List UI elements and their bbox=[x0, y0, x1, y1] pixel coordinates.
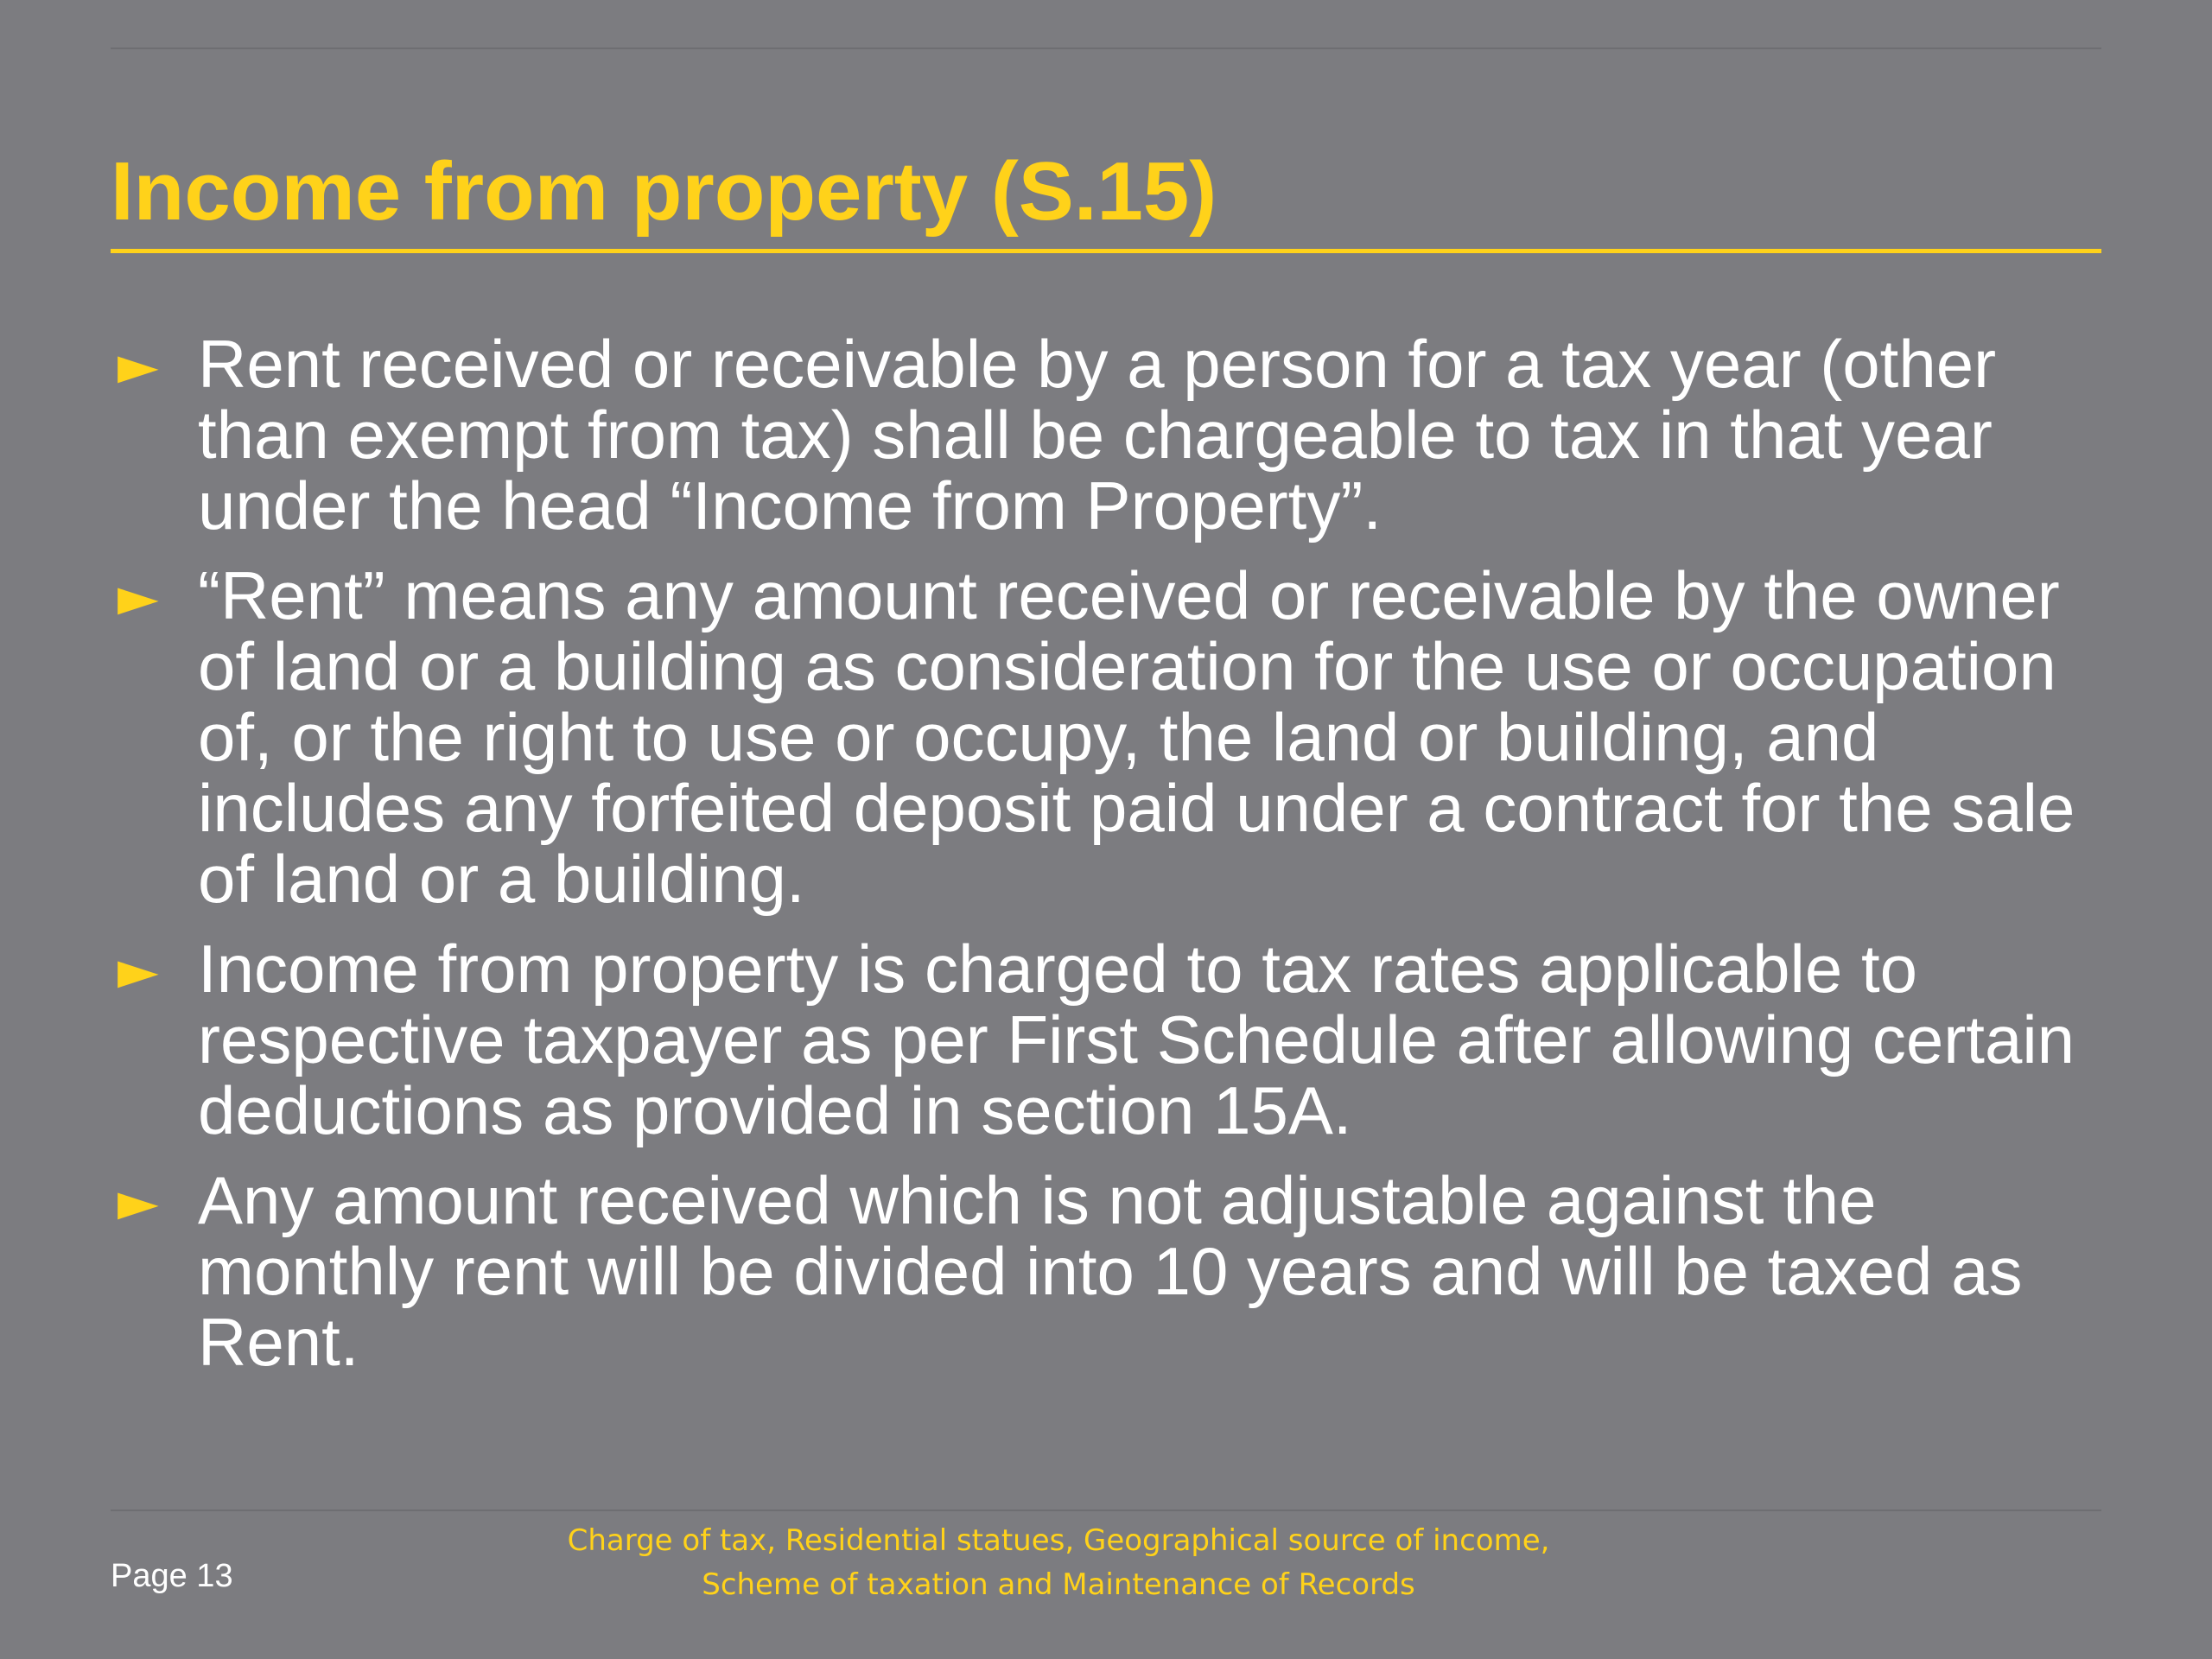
footer-divider bbox=[111, 1510, 2101, 1511]
slide-title: Income from property (S.15) bbox=[111, 145, 1217, 238]
triangle-right-icon: ► bbox=[118, 565, 159, 628]
triangle-right-icon: ► bbox=[118, 334, 159, 397]
bullet-item bbox=[111, 1162, 2124, 1380]
bullet-item bbox=[111, 557, 2124, 917]
top-divider bbox=[111, 48, 2101, 49]
footer-caption bbox=[484, 1519, 1633, 1607]
bullet-text: Any amount received which is not adjustable against the monthly rent will be divided into 10 years and will be taxed as Rent. bbox=[198, 1162, 2023, 1380]
bullet-text: “Rent” means any amount received or receivable by the owner of land or a building as consideration for the use or occupation of, or the right to use or occupy, the land or building, and includes any forfeited deposit paid under a contract for the sale of land or a building. bbox=[198, 557, 2075, 917]
triangle-right-icon: ► bbox=[118, 1170, 159, 1233]
bullet-text: Income from property is charged to tax rates applicable to respective taxpayer as per First Schedule after allowing certain deductions as provided in section 15A. bbox=[198, 931, 2075, 1148]
footer-caption-line: Scheme of taxation and Maintenance of Records bbox=[702, 1567, 1415, 1602]
bullet-item bbox=[111, 933, 2124, 1146]
bullet-item bbox=[111, 328, 2124, 541]
footer-caption-line: Charge of tax, Residential statues, Geographical source of income, bbox=[567, 1523, 1550, 1558]
bullet-text: Rent received or receivable by a person for a tax year (other than exempt from tax) shall be chargeable to tax in that year under the head “Income from Property”. bbox=[198, 326, 1997, 543]
triangle-right-icon: ► bbox=[118, 938, 159, 1001]
bullet-list bbox=[111, 328, 2124, 1396]
title-underline bbox=[111, 249, 2101, 253]
page-number: Page 13 bbox=[111, 1558, 233, 1594]
